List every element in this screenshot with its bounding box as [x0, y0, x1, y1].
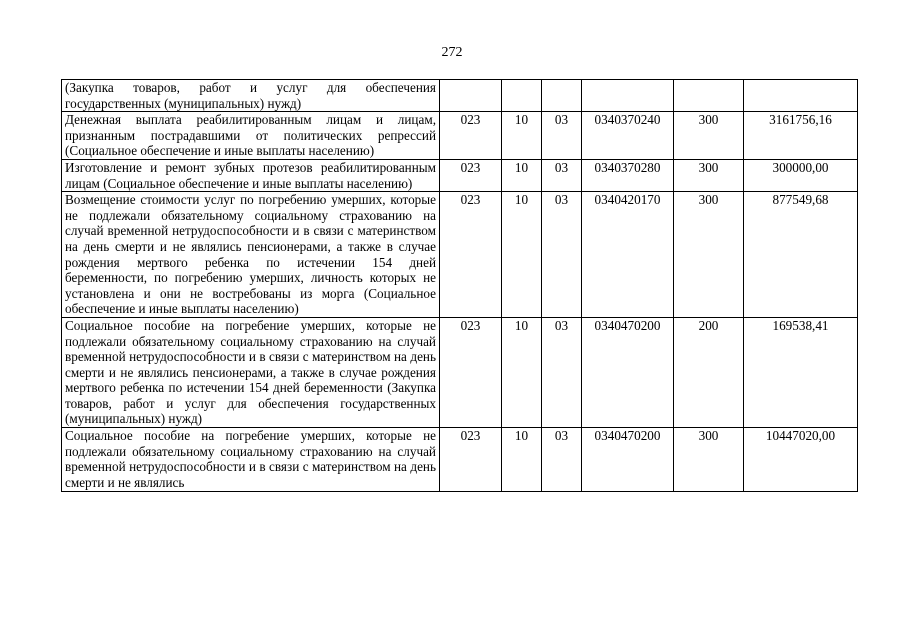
row-target-code: 0340370280	[582, 159, 674, 191]
row-ved-code: 023	[440, 159, 502, 191]
table-row	[62, 112, 858, 160]
row-expense-type-code	[674, 80, 744, 112]
row-ved-code	[440, 80, 502, 112]
row-ved-code: 023	[440, 112, 502, 160]
row-subsection-code	[542, 80, 582, 112]
table-row	[62, 317, 858, 427]
row-target-code: 0340420170	[582, 192, 674, 318]
row-subsection-code: 03	[542, 428, 582, 492]
row-description: (Закупка товаров, работ и услуг для обеспечения государственных (муниципальных) нужд)	[62, 80, 440, 112]
row-expense-type-code: 300	[674, 192, 744, 318]
page-number: 272	[441, 45, 463, 60]
table-row	[62, 80, 858, 112]
row-section-code	[502, 80, 542, 112]
row-amount: 300000,00	[744, 159, 858, 191]
row-section-code: 10	[502, 192, 542, 318]
row-description: Социальное пособие на погребение умерших, которые не подлежали обязательному социальному страхованию на случай временной нетрудоспособности и в связи с материнством на день смерти и не являлись пенсионерами, а также в случае рождения мертвого ребенка по истечении 154 дней беременности (Закупка товаров, работ и услуг для обеспечения государственных (муниципальных) нужд)	[62, 317, 440, 427]
row-target-code	[582, 80, 674, 112]
row-subsection-code: 03	[542, 159, 582, 191]
table-row	[62, 159, 858, 191]
row-amount: 10447020,00	[744, 428, 858, 492]
row-target-code: 0340470200	[582, 428, 674, 492]
row-description: Возмещение стоимости услуг по погребению умерших, которые не подлежали обязательному социальному страхованию на случай временной нетрудоспособности и в связи с материнством на день смерти и не являлись пенсионерами, а также в случае рождения мертвого ребенка по истечении 154 дней беременности, по погребению умерших, личность которых не установлена и они не востребованы из морга (Социальное обеспечение и иные выплаты населению)	[62, 192, 440, 318]
row-description: Денежная выплата реабилитированным лицам и лицам, признанным пострадавшими от политических репрессий (Социальное обеспечение и иные выплаты населению)	[62, 112, 440, 160]
row-amount: 877549,68	[744, 192, 858, 318]
row-target-code: 0340470200	[582, 317, 674, 427]
row-description: Изготовление и ремонт зубных протезов реабилитированным лицам (Социальное обеспечение и иные выплаты населению)	[62, 159, 440, 191]
row-amount: 3161756,16	[744, 112, 858, 160]
row-expense-type-code: 300	[674, 112, 744, 160]
row-expense-type-code: 300	[674, 428, 744, 492]
row-subsection-code: 03	[542, 192, 582, 318]
table-row	[62, 192, 858, 318]
row-ved-code: 023	[440, 317, 502, 427]
row-ved-code: 023	[440, 192, 502, 318]
row-subsection-code: 03	[542, 317, 582, 427]
row-section-code: 10	[502, 112, 542, 160]
row-amount: 169538,41	[744, 317, 858, 427]
row-target-code: 0340370240	[582, 112, 674, 160]
row-section-code: 10	[502, 428, 542, 492]
row-expense-type-code: 200	[674, 317, 744, 427]
row-ved-code: 023	[440, 428, 502, 492]
row-section-code: 10	[502, 159, 542, 191]
row-section-code: 10	[502, 317, 542, 427]
row-expense-type-code: 300	[674, 159, 744, 191]
row-subsection-code: 03	[542, 112, 582, 160]
row-description: Социальное пособие на погребение умерших, которые не подлежали обязательному социальному страхованию на случай временной нетрудоспособности и в связи с материнством на день смерти и не являлись	[62, 428, 440, 492]
budget-table	[61, 79, 858, 492]
table-row	[62, 428, 858, 492]
row-amount	[744, 80, 858, 112]
